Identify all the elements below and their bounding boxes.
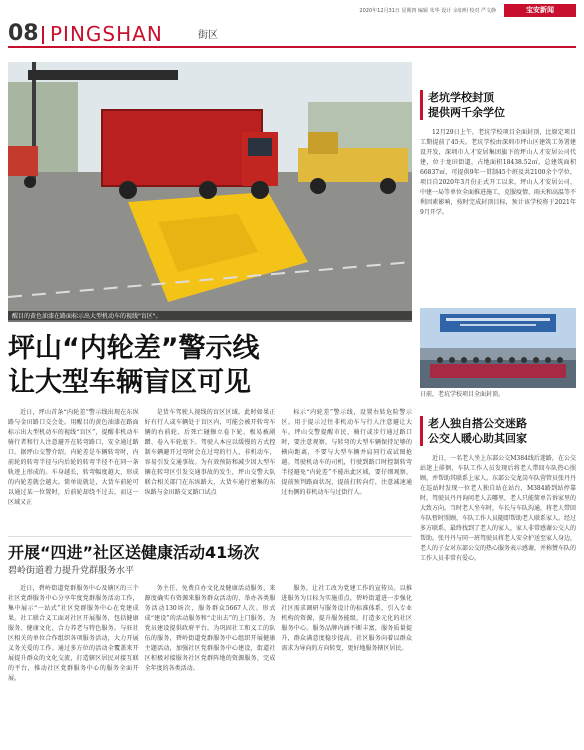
article-1-column-1 [8, 408, 139, 536]
article-2-subheadline: 碧岭街道着力提升党群服务水平 [8, 566, 135, 576]
page-number: 08 [8, 21, 39, 46]
school-topping-out-photo [420, 308, 576, 388]
article-1-text-3: 标示“内轮差”警示线，设置右转危险警示区。用于提示过往非机动车与行人注意避让大车。坪山交警提醒市民，骑行或步行通过路口时，要注意观察，与转弯的大型车辆保持足够的横向距离，不要与大型车辆并肩同行或试图抢越。驾驶机动车的司机，行驶到路口时控制转弯半径避免“内轮差”不能出此区域，要仔细观察，提前预判路面状况，提前打转向灯，注意减速通过右侧的非机动车与过街行人。 [281, 409, 413, 496]
sidebar-article-1-text: 12月29日上午，老坑学校项目全面封顶，比原定项目工期提前了45天。老坑学校由深圳市坪山区建筑工务署建设开发，深圳市人才安居集团旗下的坪山人才安居公司代建，位于龙田街道，占地面积18438.52㎡，总建筑面积66837㎡，可提供9年一贯制45个班及共2100余个学位，项目自2020年3月份正式开工以来，坪山人才安居公司、中建一局等单位全面推进施工，克服疫情、雨天和高温等不利因素影响，按时完成封顶目标，预计该学校将于2021年9月开学。 [420, 129, 576, 216]
article-2-text-3: 服务，让社工改为党建工作的宣传员。以推进服务为目标为实施重点，碧岭街道进一步强化社区需求调研与服务设计的标准体系，引入专业机构的资源，提升服务能级，打造多元化的社区服务中心。服务品牌内涵不断丰富，服务质量提升，群众满意度稳步提高，社区服务向着以群众需求为导向的方向转变，更好地服务辖区居民。 [281, 585, 413, 652]
header-divider [42, 26, 44, 44]
section-name-en: PINGSHAN [50, 22, 163, 46]
article-2-text-1: 近日，碧岭街道党群服务中心及辖区的三个社区党群服务中心分享年度党群服务活动工作，集中展示“一站式”社区党群服务中心在党建成果。社工联合义工面对社区开展服务，包括健康服务、健康文化、合力养老与特色服务。与驻社区相关的单位合作组织各项服务活动，大力开展义务关爱的工作。通过多方位的活动全覆盖来开展提升群众的文化交流，打造辖区居民对接互联的平台，推动社区党群服务中心的服务全面开展。 [8, 585, 139, 682]
photo-caption: 醒目的黄色油漆在路面标示出大型机动车的视线"盲区"。 [8, 311, 412, 322]
article-1-text-1: 近日，坪山首条“内轮差”警示线出现在东纵路与金田路口交会处。用醒目的黄色油漆在路面标示出大型机动车的视线“盲区”，提醒非机动车骑行者和行人注意避开在转弯路口，安全通过路口。据坪山交警介绍，内轮差是车辆转弯时，内前轮的转弯半径与内后轮的转弯半径不在同一条轨迹上形成的。车身越长，转弯幅度越大，形成的内轮差就会越大。简单说就是，大货车前轮可以通过某一位置时，后前轮却绕不过去，而这一区域又正 [8, 409, 139, 506]
school-photo-illustration [420, 308, 576, 388]
issue-info-line: 2020年12月31日 星期四 编辑 朱华 设计 余如明 校对 严文静 [359, 8, 496, 14]
article-1-text-2: 是货车驾驶人视线的盲区区域。此时如果正好有行人或车辆处于盲区内，可能会被开转弯车辆的右前轮、后死亡碰擦立卷下轮，极易被剐蹭、卷入车轮底下。驾驶人本应以缓慢的方式控制车辆避开过弯时会在过弯的行人、非机动车，容易引发交通事故。为有效预防和减少因大型车辆在转弯区引发交通事故的发生，坪山交警大队联合相关部门在东纵路大，大货车通行密集的东纵路与金田路交叉路口试点 [144, 409, 276, 496]
sidebar-title-1-line-2: 提供两千余学位 [428, 106, 505, 119]
sidebar-title-2-line-1: 老人独自搭公交迷路 [428, 417, 527, 430]
article-1-column-3 [281, 408, 412, 536]
right-sidebar [420, 50, 576, 750]
sidebar-article-2-text: 近日，一名老人坐上东部公交M384线后迷路，在公交站迷上徘徊，车队工作人员发现后将老人带回车队热心照顾，并帮助其联系上家人。东部公交龙岗车队营管员张丹丹在巡站时发现一位老人独自站在站台，M384路到站停靠时，驾驶员丹丹询问老人去哪里，老人只能简单告诉家里的大致方向。当时老人坐车时，车长与车队沟通，将老人带回车队暂时照顾，车队工作人员随即帮助老人联系家人。经过多方联系，最终找到了老人的家人，家人非常感谢公交人的帮助。张丹丹与同一班驾驶员将老人安全护送至家人身边，老人的子女对东部公交的热心服务表示感谢，并称赞车队的工作人员非常有爱心。 [420, 455, 576, 562]
article-2-text-2: 务主任、免费自办文化及健康活动服务，来源度确实有资源来服务群众活动的、举办各类服务活动130场次，服务群众5667人次。形式成“建设”的活动服务和“走出去”的上门服务，为党员建设提供政府平台。为巩固社工和义工的队伍的服务，碧岭街道党群服务中心组织开展健康主题活动，加强社区党群服务中心建设，街道社区积极对接服务社区党群阵地的资源服务，完成全年度的各类活动。 [144, 585, 276, 672]
article-divider [8, 536, 412, 537]
sidebar-article-2-body [420, 454, 576, 746]
article-2-headline: 开展“四进”社区送健康活动41场次 [8, 543, 260, 562]
sidebar-title-1-line-1: 老坑学校封顶 [428, 91, 494, 104]
section-name-cn: 街区 [198, 30, 218, 41]
truck-photo-illustration [8, 62, 412, 320]
sidebar-accent-bar [420, 90, 423, 120]
sidebar-article-1-title [428, 90, 576, 120]
article-2-column-1 [8, 584, 139, 740]
article-2-column-3 [281, 584, 412, 740]
headline-line-1: 坪山“内轮差”警示线 [8, 333, 260, 364]
sidebar-accent-bar-2 [420, 416, 423, 446]
main-headline [8, 332, 412, 400]
newspaper-logo: 宝安新闻 [504, 4, 576, 17]
main-photo-truck-intersection [8, 62, 412, 320]
sidebar-article-2-title [428, 416, 576, 446]
sidebar-title-2-line-2: 公交人暖心助其回家 [428, 432, 527, 445]
article-2-column-2 [145, 584, 276, 740]
article-1-body [8, 408, 412, 536]
sidebar-article-1-body [420, 128, 576, 300]
article-2-body [8, 584, 412, 740]
article-1-column-2 [145, 408, 276, 536]
headline-line-2: 让大型车辆盲区可见 [8, 367, 251, 398]
sidebar-photo-caption: 日前，老坑学校项目全面封顶。 [420, 391, 505, 398]
page-header [8, 20, 576, 48]
